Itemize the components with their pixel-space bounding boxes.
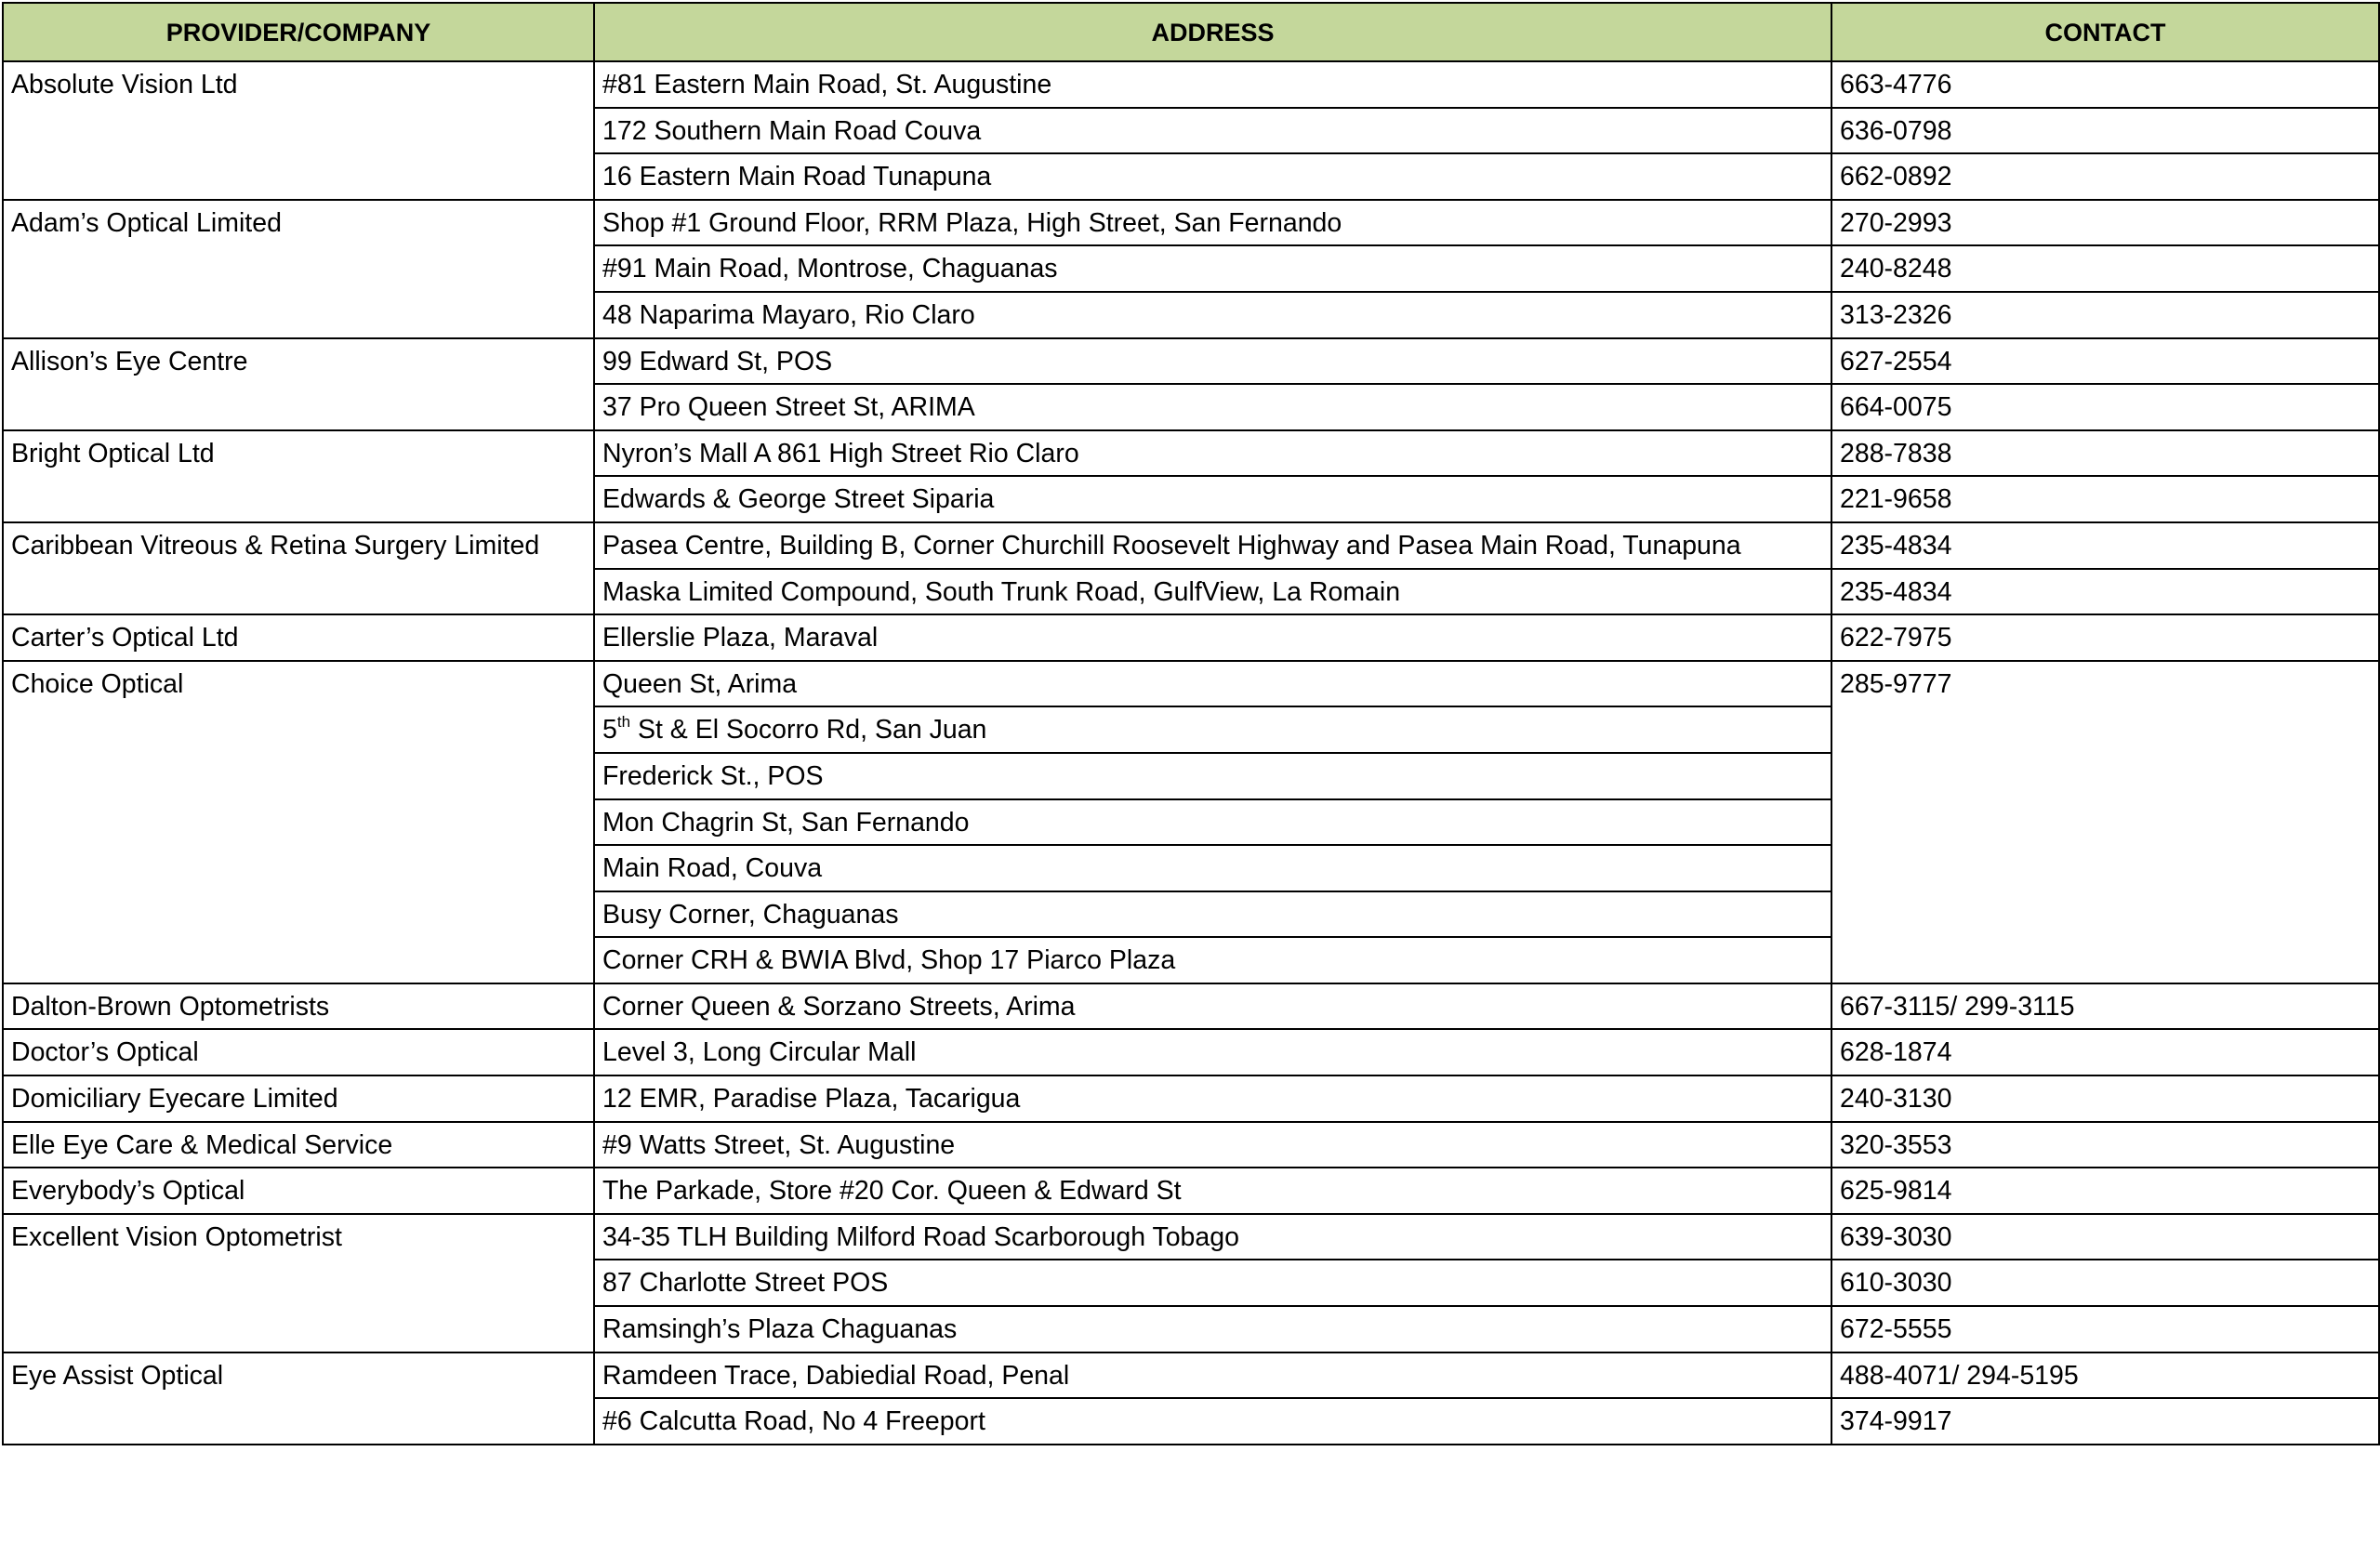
table-row xyxy=(3,1352,2379,1399)
address-cell: Corner Queen & Sorzano Streets, Arima xyxy=(594,983,1831,1030)
provider-cell-absolute-vision-ltd: Absolute Vision Ltd xyxy=(3,61,594,200)
contact-cell: 240-3130 xyxy=(1831,1075,2379,1122)
provider-cell-doctor-s-optical: Doctor’s Optical xyxy=(3,1029,594,1075)
address-cell: Level 3, Long Circular Mall xyxy=(594,1029,1831,1075)
header-row xyxy=(3,3,2379,61)
address-cell: 37 Pro Queen Street St, ARIMA xyxy=(594,384,1831,430)
contact-cell: 221-9658 xyxy=(1831,476,2379,522)
provider-cell-excellent-vision-optometrist: Excellent Vision Optometrist xyxy=(3,1214,594,1352)
address-cell: 48 Naparima Mayaro, Rio Claro xyxy=(594,292,1831,338)
address-number: 5 xyxy=(602,715,617,746)
address-text: St & El Socorro Rd, San Juan xyxy=(630,715,987,746)
provider-cell-everybody-s-optical: Everybody’s Optical xyxy=(3,1168,594,1214)
contact-cell: 639-3030 xyxy=(1831,1214,2379,1260)
contact-cell: 625-9814 xyxy=(1831,1168,2379,1214)
table-row xyxy=(3,1029,2379,1075)
address-cell: Frederick St., POS xyxy=(594,753,1831,799)
contact-cell: 672-5555 xyxy=(1831,1306,2379,1352)
contact-cell: 320-3553 xyxy=(1831,1122,2379,1168)
table-row xyxy=(3,1168,2379,1214)
table-row xyxy=(3,522,2379,569)
address-cell: Main Road, Couva xyxy=(594,845,1831,891)
contact-cell: 622-7975 xyxy=(1831,614,2379,661)
provider-cell-caribbean-vitreous-retina-surgery-limited: Caribbean Vitreous & Retina Surgery Limited xyxy=(3,522,594,614)
table-row xyxy=(3,1214,2379,1260)
provider-cell-choice-optical: Choice Optical xyxy=(3,661,594,983)
header-contact: CONTACT xyxy=(1831,3,2379,61)
address-cell: Ramdeen Trace, Dabiedial Road, Penal xyxy=(594,1352,1831,1399)
table-row xyxy=(3,614,2379,661)
table-row xyxy=(3,983,2379,1030)
address-cell: #81 Eastern Main Road, St. Augustine xyxy=(594,61,1831,108)
table-row xyxy=(3,338,2379,385)
address-cell: #6 Calcutta Road, No 4 Freeport xyxy=(594,1398,1831,1445)
address-cell: 172 Southern Main Road Couva xyxy=(594,108,1831,154)
address-cell: Shop #1 Ground Floor, RRM Plaza, High Street, San Fernando xyxy=(594,200,1831,246)
address-cell: Busy Corner, Chaguanas xyxy=(594,891,1831,938)
contact-cell: 235-4834 xyxy=(1831,522,2379,569)
contact-cell: 374-9917 xyxy=(1831,1398,2379,1445)
address-cell: Nyron’s Mall A 861 High Street Rio Claro xyxy=(594,430,1831,477)
address-cell: 16 Eastern Main Road Tunapuna xyxy=(594,153,1831,200)
address-cell: The Parkade, Store #20 Cor. Queen & Edward St xyxy=(594,1168,1831,1214)
table-row xyxy=(3,61,2379,108)
header-address: ADDRESS xyxy=(594,3,1831,61)
contact-cell: 664-0075 xyxy=(1831,384,2379,430)
address-cell: Edwards & George Street Siparia xyxy=(594,476,1831,522)
provider-cell-allison-s-eye-centre: Allison’s Eye Centre xyxy=(3,338,594,430)
contact-cell: 270-2993 xyxy=(1831,200,2379,246)
provider-cell-elle-eye-care-medical-service: Elle Eye Care & Medical Service xyxy=(3,1122,594,1168)
provider-cell-dalton-brown-optometrists: Dalton-Brown Optometrists xyxy=(3,983,594,1030)
contact-cell: 667-3115/ 299-3115 xyxy=(1831,983,2379,1030)
header-provider: PROVIDER/COMPANY xyxy=(3,3,594,61)
address-ordinal-suffix: th xyxy=(616,713,631,732)
address-cell: Corner CRH & BWIA Blvd, Shop 17 Piarco Plaza xyxy=(594,937,1831,983)
address-cell xyxy=(594,706,1831,753)
address-cell: 34-35 TLH Building Milford Road Scarborough Tobago xyxy=(594,1214,1831,1260)
contact-cell: 488-4071/ 294-5195 xyxy=(1831,1352,2379,1399)
provider-cell-bright-optical-ltd: Bright Optical Ltd xyxy=(3,430,594,522)
contact-cell: 662-0892 xyxy=(1831,153,2379,200)
address-cell: #9 Watts Street, St. Augustine xyxy=(594,1122,1831,1168)
address-cell: Ramsingh’s Plaza Chaguanas xyxy=(594,1306,1831,1352)
contact-cell: 663-4776 xyxy=(1831,61,2379,108)
contact-cell: 628-1874 xyxy=(1831,1029,2379,1075)
contact-cell: 285-9777 xyxy=(1831,661,2379,983)
address-cell: #91 Main Road, Montrose, Chaguanas xyxy=(594,245,1831,292)
provider-cell-carter-s-optical-ltd: Carter’s Optical Ltd xyxy=(3,614,594,661)
address-cell: 87 Charlotte Street POS xyxy=(594,1260,1831,1306)
address-cell: 12 EMR, Paradise Plaza, Tacarigua xyxy=(594,1075,1831,1122)
contact-cell: 313-2326 xyxy=(1831,292,2379,338)
address-cell: Pasea Centre, Building B, Corner Churchill Roosevelt Highway and Pasea Main Road, Tunapuna xyxy=(594,522,1831,569)
table-row xyxy=(3,1122,2379,1168)
address-cell: 99 Edward St, POS xyxy=(594,338,1831,385)
address-cell: Queen St, Arima xyxy=(594,661,1831,707)
table-body xyxy=(3,61,2379,1445)
provider-cell-domiciliary-eyecare-limited: Domiciliary Eyecare Limited xyxy=(3,1075,594,1122)
table-row xyxy=(3,1075,2379,1122)
contact-cell: 627-2554 xyxy=(1831,338,2379,385)
contact-cell: 235-4834 xyxy=(1831,569,2379,615)
table-row xyxy=(3,430,2379,477)
contact-cell: 240-8248 xyxy=(1831,245,2379,292)
address-cell: Mon Chagrin St, San Fernando xyxy=(594,799,1831,846)
contact-cell: 610-3030 xyxy=(1831,1260,2379,1306)
contact-cell: 288-7838 xyxy=(1831,430,2379,477)
contact-cell: 636-0798 xyxy=(1831,108,2379,154)
address-cell: Maska Limited Compound, South Trunk Road, GulfView, La Romain xyxy=(594,569,1831,615)
provider-cell-adam-s-optical-limited: Adam’s Optical Limited xyxy=(3,200,594,338)
address-cell: Ellerslie Plaza, Maraval xyxy=(594,614,1831,661)
provider-table xyxy=(2,2,2380,1445)
table-row xyxy=(3,661,2379,707)
table-row xyxy=(3,200,2379,246)
provider-cell-eye-assist-optical: Eye Assist Optical xyxy=(3,1352,594,1445)
